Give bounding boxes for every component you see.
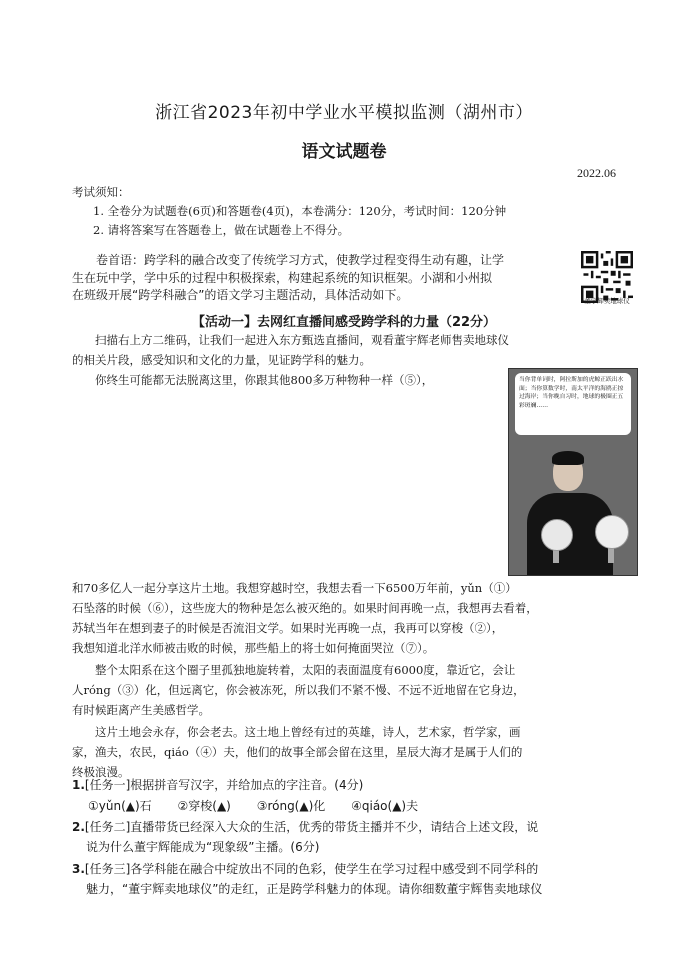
body-line: 有时候距离产生美感哲学。 (72, 703, 210, 717)
body-line: 和70多亿人一起分享这片土地。我想穿越时空，我想去看一下6500万年前，yǔn（①） (72, 581, 517, 595)
option-item[interactable]: ②穿梭(▲) (177, 799, 231, 813)
presenter-hair (552, 451, 584, 465)
question-3-continued: 魅力，“董宇辉卖地球仪”的走红，正是跨学科魅力的体现。请你细数董宇辉售卖地球仪 (86, 882, 543, 896)
notice-item: 2. 请将答案写在答题卷上，做在试题卷上不得分。 (93, 223, 350, 237)
body-line: 的相关片段，感受知识和文化的力量，见证跨学科的魅力。 (72, 353, 371, 367)
option-item[interactable]: ①yǔn(▲)石 (88, 799, 152, 813)
notice-item: 1. 全卷分为试题卷(6页)和答题卷(4页)，本卷满分：120分，考试时间：120分钟 (93, 204, 507, 218)
question-1 (72, 776, 363, 796)
exam-subtitle: 语文试题卷 (301, 142, 387, 162)
exam-title: 浙江省2023年初中学业水平模拟监测（湖州市） (155, 103, 533, 123)
notice-heading: 考试须知： (72, 185, 130, 199)
photo-caption-bubble: 当你背单词时，阿拉斯加的虎鲸正跃出水面；当你算数学时，南太平洋的海鸥正掠过海岸；当你晚自习时，地球的极圈正五彩斑斓…… (515, 373, 631, 435)
body-line: 终极浪漫。 (72, 765, 130, 779)
body-line: 苏轼当年在想到妻子的时候是否流泪文学。如果时光再晚一点，我再可以穿梭（②）， (72, 621, 504, 635)
question-text: [任务三]各学科能在融合中绽放出不同的色彩，使学生在学习过程中感受到不同学科的 (84, 862, 539, 876)
body-line: 石坠落的时候（⑥），这些庞大的物种是怎么被灭绝的。如果时间再晚一点，我想再去看着， (72, 601, 538, 615)
globe-icon (595, 515, 629, 549)
question-text: [任务一]根据拼音写汉字，并给加点的字注音。(4分) (84, 778, 364, 792)
question-number: 1. (72, 778, 85, 792)
intro-line: 卷首语：跨学科的融合改变了传统学习方式，使教学过程变得生动有趣，让学 (96, 253, 505, 267)
intro-line: 生在玩中学，学中乐的过程中积极探索，构建起系统的知识框架。小湖和小州拟 (72, 270, 493, 285)
globe-stand (608, 547, 614, 563)
option-item[interactable]: ③róng(▲)化 (256, 799, 326, 813)
question-number: 3. (72, 862, 85, 876)
body-line: 你终生可能都无法脱离这里，你跟其他800多万种物种一样（⑤）， (95, 373, 434, 387)
intro-paragraph (72, 252, 577, 305)
livestream-photo (508, 368, 638, 576)
body-line: 这片土地会永存，你会老去。这土地上曾经有过的英雄，诗人，艺术家，哲学家，画 (95, 725, 521, 739)
question-text: [任务二]直播带货已经深入大众的生活，优秀的带货主播并不少，请结合上述文段，说 (84, 820, 539, 834)
exam-date: 2022.06 (577, 166, 616, 180)
question-2 (72, 818, 620, 838)
question-1-options (88, 797, 440, 814)
body-line: 整个太阳系在这个圈子里孤独地旋转着，太阳的表面温度有6000度，靠近它，会让 (95, 663, 516, 677)
body-line: 家，渔夫，农民，qiáo（④）夫，他们的故事全部会留在这里，星辰大海才是属于人们的 (72, 745, 523, 759)
intro-line: 在班级开展“跨学科融合”的语文学习主题活动，具体活动如下。 (72, 288, 409, 302)
option-item[interactable]: ④qiáo(▲)夫 (351, 799, 419, 813)
globe-icon (541, 519, 573, 551)
body-line: 人róng（③）化，但远离它，你会被冻死，所以我们不紧不慢、不远不近地留在它身边， (72, 683, 525, 697)
activity-title: 【活动一】去网红直播间感受跨学科的力量（22分） (191, 315, 497, 330)
globe-stand (553, 549, 559, 563)
qr-caption: 董宇辉卖地球仪 (584, 297, 630, 305)
question-3 (72, 860, 620, 880)
body-line: 扫描右上方二维码，让我们一起进入东方甄选直播间，观看董宇辉老师售卖地球仪 (95, 333, 509, 347)
body-line: 我想知道北洋水师被击败的时候，那些船上的将士如何掩面哭泣（⑦）。 (72, 641, 435, 655)
question-2-continued: 说为什么董宇辉能成为“现象级”主播。(6分) (86, 840, 320, 854)
question-number: 2. (72, 820, 85, 834)
